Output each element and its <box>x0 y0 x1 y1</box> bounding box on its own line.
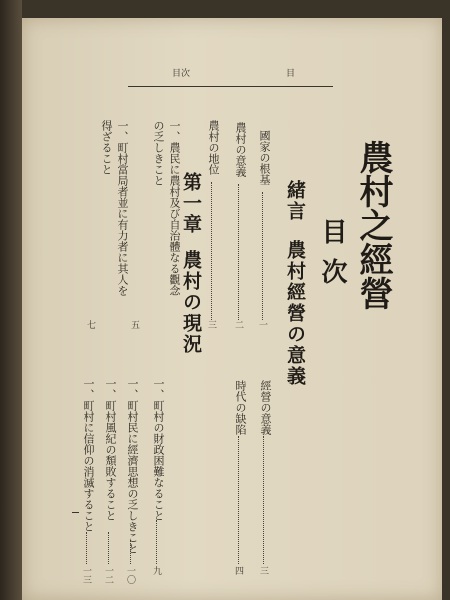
book-title: 農村之經營 <box>353 140 393 310</box>
running-header-right: 目 <box>286 69 296 79</box>
toc-entry: 經營の意義 <box>259 380 272 435</box>
toc-entry: 一、町村の財政困難なること <box>152 378 165 521</box>
dot-leader <box>156 520 157 564</box>
dot-leader <box>108 532 109 564</box>
toc-entry: 國家の根基 <box>258 130 271 185</box>
toc-entry: 一、町村に信仰の消滅すること <box>82 378 95 532</box>
toc-entry: 時代の缺陷 <box>234 380 247 435</box>
dot-leader <box>86 532 87 564</box>
chapter-title: 農村の現況 <box>180 250 202 355</box>
toc-entry: 一、町村民に經濟思想の乏しきこと <box>126 378 139 554</box>
page-number: 九 <box>151 566 161 575</box>
page-number: 七 <box>85 320 95 329</box>
page-number: 四 <box>233 566 243 575</box>
toc-entry: 一、農民に農村及び自治體なる觀念の乏しきこと <box>152 120 181 296</box>
dot-leader <box>262 192 263 320</box>
page-number: 一二 <box>103 566 113 584</box>
intro-heading: 緒言 <box>284 180 306 222</box>
toc-entry: 農村の意義 <box>234 122 247 177</box>
chapter-number: 第一章 <box>180 172 202 235</box>
page-number: 五 <box>129 320 139 329</box>
toc-label: 目次 <box>317 218 347 298</box>
page-number: 三 <box>206 320 216 329</box>
toc-entry: 農村の地位 <box>207 120 220 175</box>
page-number: 一〇 <box>125 566 135 584</box>
dot-leader <box>238 436 239 564</box>
margin-mark <box>72 512 79 513</box>
running-header-left: 目次 <box>172 69 191 79</box>
page-number: 一三 <box>81 566 91 584</box>
dot-leader <box>211 182 212 320</box>
toc-entry: 一、町村當局者並に有力者に其人を得ざること <box>100 120 129 296</box>
page-number: 一 <box>257 320 267 329</box>
dot-leader <box>263 436 264 564</box>
intro-subheading: 農村經營の意義 <box>284 240 306 387</box>
page-number: 二 <box>233 320 243 329</box>
dot-leader <box>238 184 239 320</box>
toc-entry: 一、町村風紀の頽敗すること <box>104 378 117 521</box>
dot-leader <box>130 540 131 564</box>
book-gutter-shadow <box>0 0 22 600</box>
header-rule <box>128 86 333 87</box>
page-number: 三 <box>258 566 268 575</box>
